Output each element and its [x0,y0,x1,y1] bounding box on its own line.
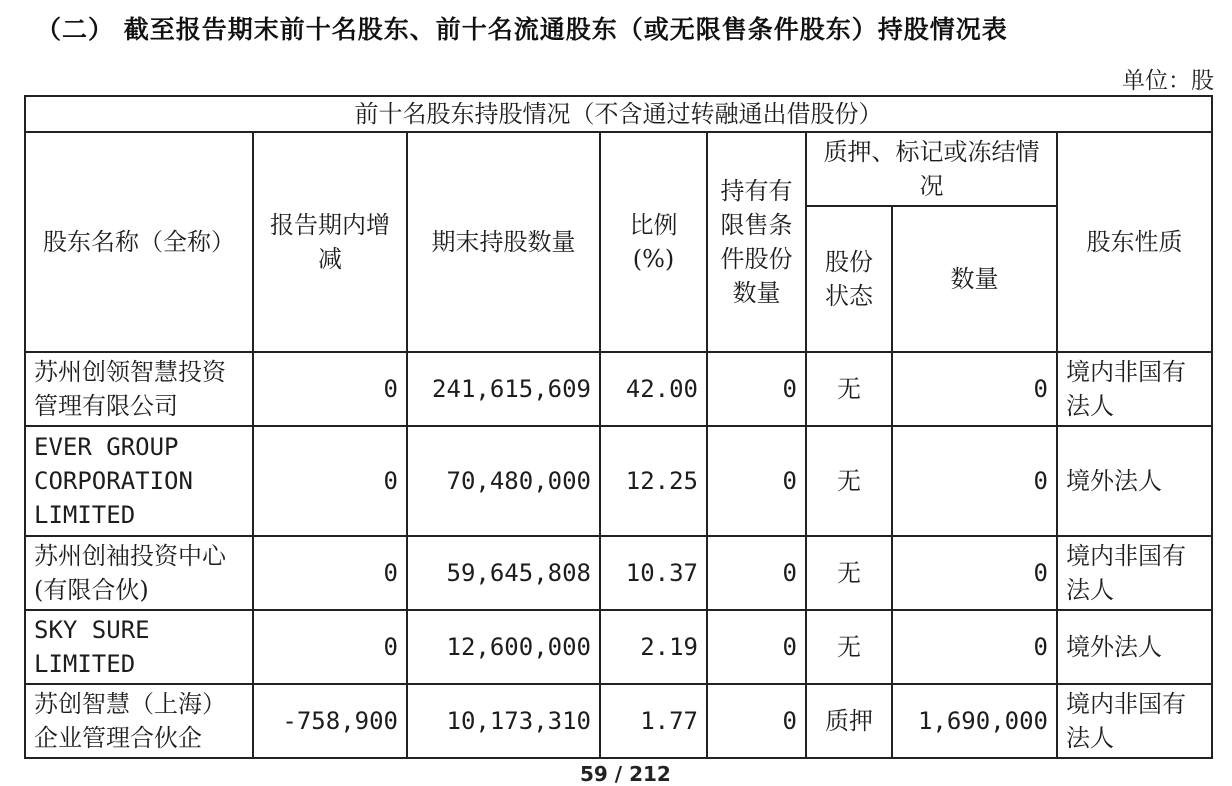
table-title-row [25,96,1212,132]
table-row [25,536,1212,610]
unit-label: 单位：股 [1122,68,1214,94]
cell-restricted: 0 [707,352,806,426]
cell-nature: 境内非国有法人 [1057,536,1212,610]
header-nature: 股东性质 [1057,132,1212,352]
cell-restricted: 0 [707,536,806,610]
cell-ratio: 2.19 [600,610,707,684]
cell-ratio: 12.25 [600,426,707,536]
cell-restricted: 0 [707,684,806,758]
cell-nature: 境外法人 [1057,426,1212,536]
top-shareholders-table [24,95,1213,759]
cell-ratio: 1.77 [600,684,707,758]
cell-shares: 241,615,609 [407,352,600,426]
table-row [25,610,1212,684]
cell-name: 苏创智慧（上海）企业管理合伙企 [25,684,253,758]
cell-status: 质押 [806,684,892,758]
cell-shares: 12,600,000 [407,610,600,684]
cell-change: -758,900 [253,684,407,758]
cell-qty: 0 [892,610,1057,684]
cell-name: SKY SURE LIMITED [25,610,253,684]
header-shares: 期末持股数量 [407,132,600,352]
header-pledge-qty: 数量 [892,206,1057,352]
cell-change: 0 [253,426,407,536]
table-row [25,352,1212,426]
cell-ratio: 42.00 [600,352,707,426]
cell-shares: 10,173,310 [407,684,600,758]
cell-qty: 1,690,000 [892,684,1057,758]
cell-change: 0 [253,352,407,426]
cell-name: 苏州创袖投资中心(有限合伙) [25,536,253,610]
header-pledge-status: 股份状态 [806,206,892,352]
cell-shares: 59,645,808 [407,536,600,610]
header-ratio: 比例(%) [600,132,707,352]
cell-status: 无 [806,536,892,610]
cell-status: 无 [806,352,892,426]
table-row [25,426,1212,536]
cell-change: 0 [253,536,407,610]
table-row [25,684,1212,758]
table-span-title: 前十名股东持股情况（不含通过转融通出借股份） [25,96,1212,132]
header-change: 报告期内增减 [253,132,407,352]
cell-change: 0 [253,610,407,684]
cell-name: 苏州创领智慧投资管理有限公司 [25,352,253,426]
cell-ratio: 10.37 [600,536,707,610]
page-number: 59 / 212 [580,762,671,786]
cell-shares: 70,480,000 [407,426,600,536]
header-name: 股东名称（全称） [25,132,253,352]
header-row-1 [25,132,1212,206]
cell-status: 无 [806,610,892,684]
cell-nature: 境内非国有法人 [1057,684,1212,758]
cell-nature: 境外法人 [1057,610,1212,684]
cell-nature: 境内非国有法人 [1057,352,1212,426]
cell-qty: 0 [892,536,1057,610]
cell-qty: 0 [892,352,1057,426]
cell-restricted: 0 [707,610,806,684]
cell-name: EVER GROUP CORPORATION LIMITED [25,426,253,536]
header-restricted: 持有有限售条件股份数量 [707,132,806,352]
section-heading: （二） 截至报告期末前十名股东、前十名流通股东（或无限售条件股东）持股情况表 [36,15,1008,44]
header-pledge-group: 质押、标记或冻结情况 [806,132,1057,206]
cell-status: 无 [806,426,892,536]
cell-qty: 0 [892,426,1057,536]
cell-restricted: 0 [707,426,806,536]
